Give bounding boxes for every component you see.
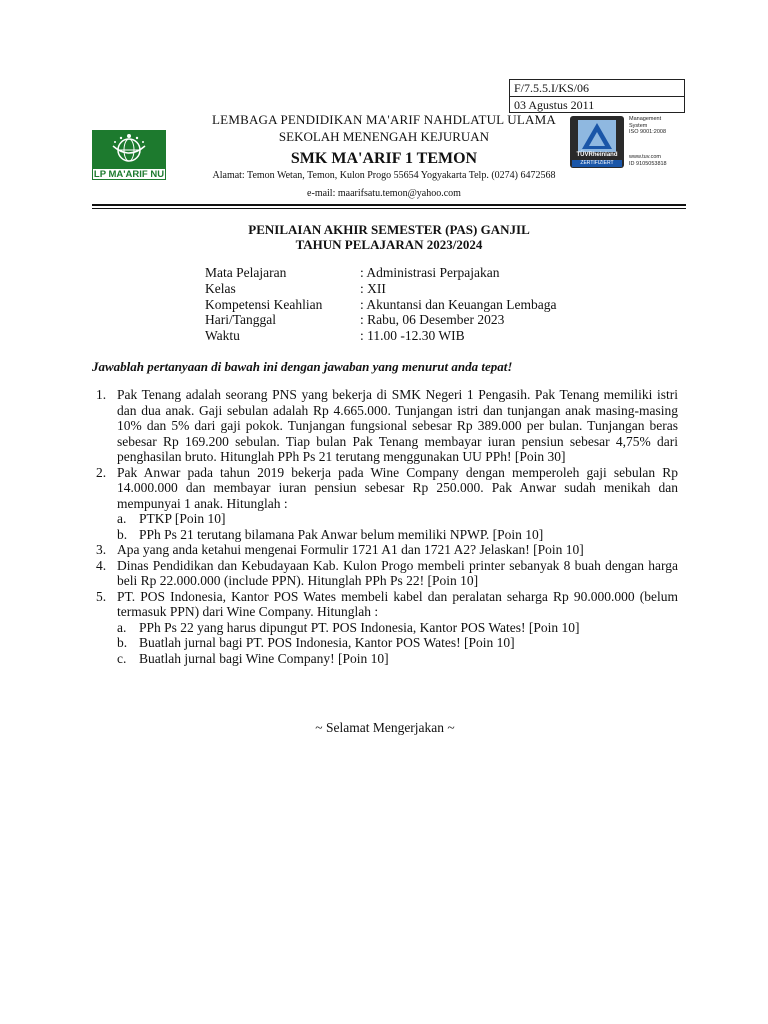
meta-value: : Administrasi Perpajakan bbox=[360, 265, 500, 280]
school-address: Alamat: Temon Wetan, Temon, Kulon Progo 55654 Yogyakarta Telp. (0274) 6472568 bbox=[212, 170, 556, 181]
sub-question-text: Buatlah jurnal bagi PT. POS Indonesia, Kantor POS Wates! [Poin 10] bbox=[139, 635, 515, 650]
sub-question bbox=[92, 635, 678, 651]
lp-maarif-logo bbox=[92, 130, 166, 180]
cert-info-line: System bbox=[629, 122, 648, 129]
nu-globe-emblem-icon bbox=[92, 130, 166, 168]
instruction: Jawablah pertanyaan di bawah ini dengan jawaban yang menurut anda tepat! bbox=[92, 359, 513, 374]
sub-question-letter: a. bbox=[117, 511, 127, 526]
cert-info-line: ISO 9001:2008 bbox=[629, 129, 667, 135]
question-text: Pak Tenang adalah seorang PNS yang bekerja di SMK Negeri 1 Pengasih. Pak Tenang memiliki istri dan dua anak. Gaji sebulan adalah Rp 4.665.000. Tunjangan istri dan tunjangan anak masing-masing 10% dan 5% dari gaji pokok. Tunjangan fungsional sebesar Rp 389.000 per bulan. Tunjangan beras sebesar Rp 169.200 sebulan. Tiap bulan Pak Tenang membayar iuran pensiun sebesar 4,75% dari penghasilan bruto. Hitunglah PPh Ps 21 terutang menggunakan UU PPh! [Poin 30] bbox=[117, 387, 678, 464]
letterhead-divider bbox=[92, 204, 686, 206]
question-text: Dinas Pendidikan dan Kebudayaan Kab. Kulon Progo membeli printer sebanyak 8 buah dengan harga beli Rp 22.000.000 (include PPN). Hitunglah PPh Ps 22! [Poin 10] bbox=[117, 557, 678, 588]
form-code-box bbox=[509, 79, 685, 113]
question-number: 5. bbox=[96, 588, 107, 604]
meta-row bbox=[205, 312, 556, 328]
cert-info-line: Management bbox=[629, 116, 662, 122]
sub-question bbox=[92, 527, 678, 543]
logo-label: LP MA'ARIF NU bbox=[93, 169, 165, 180]
meta-key: Kompetensi Keahlian bbox=[205, 296, 323, 312]
sub-question bbox=[92, 511, 678, 527]
school-type: SEKOLAH MENENGAH KEJURUAN bbox=[278, 129, 490, 144]
question-text: Apa yang anda ketahui mengenai Formulir 1721 A1 dan 1721 A2? Jelaskan! [Poin 10] bbox=[117, 542, 584, 557]
meta-key: Mata Pelajaran bbox=[205, 265, 287, 280]
meta-value: : XII bbox=[360, 280, 386, 296]
meta-value: : Rabu, 06 Desember 2023 bbox=[360, 312, 505, 328]
question-number: 1. bbox=[96, 387, 107, 402]
sub-question-letter: b. bbox=[117, 526, 128, 542]
cert-website: www.tuv.com bbox=[629, 154, 661, 160]
meta-key: Waktu bbox=[205, 328, 240, 344]
meta-value: : 11.00 -12.30 WIB bbox=[360, 328, 465, 344]
meta-row bbox=[205, 297, 556, 313]
institution-name: LEMBAGA PENDIDIKAN MA'ARIF NAHDLATUL ULAMA bbox=[212, 112, 556, 127]
meta-row bbox=[205, 265, 556, 281]
sub-question bbox=[92, 620, 678, 636]
question bbox=[92, 542, 678, 558]
school-email: e-mail: maarifsatu.temon@yahoo.com bbox=[307, 188, 461, 199]
question-number: 4. bbox=[96, 557, 107, 573]
form-date: 03 Agustus 2011 bbox=[514, 98, 595, 112]
meta-row bbox=[205, 281, 556, 297]
exam-meta bbox=[205, 265, 556, 344]
sub-question-text: PPh Ps 21 terutang bilamana Pak Anwar belum memiliki NPWP. [Poin 10] bbox=[139, 526, 544, 542]
tuv-stamp: ZERTIFIZIERT bbox=[572, 160, 622, 167]
school-name: SMK MA'ARIF 1 TEMON bbox=[290, 150, 478, 167]
letterhead-divider-thin bbox=[92, 208, 686, 209]
meta-row bbox=[205, 328, 556, 344]
cert-id: ID 9105053818 bbox=[629, 160, 667, 167]
academic-year: TAHUN PELAJARAN 2023/2024 bbox=[295, 237, 483, 252]
closing-greeting: ~ Selamat Mengerjakan ~ bbox=[315, 720, 455, 735]
question-number: 2. bbox=[96, 464, 107, 480]
cert-info bbox=[629, 116, 686, 167]
question bbox=[92, 558, 678, 589]
meta-key: Hari/Tanggal bbox=[205, 312, 277, 328]
meta-key: Kelas bbox=[205, 280, 236, 296]
sub-question-text: Buatlah jurnal bagi Wine Company! [Poin 10] bbox=[139, 650, 389, 666]
question bbox=[92, 589, 678, 620]
exam-title: PENILAIAN AKHIR SEMESTER (PAS) GANJIL bbox=[248, 222, 530, 237]
sub-question-letter: a. bbox=[117, 619, 127, 635]
question-text: Pak Anwar pada tahun 2019 bekerja pada Wine Company dengan memperoleh gaji sebulan Rp 14.000.000 dan membayar iuran pensiun sebesar Rp 250.000. Pak Anwar sudah menikah dan mempunyai 1 anak. Hitunglah : bbox=[117, 464, 678, 511]
question bbox=[92, 465, 678, 512]
question-list bbox=[92, 387, 678, 666]
sub-question-letter: c. bbox=[117, 650, 127, 666]
sub-question-letter: b. bbox=[117, 635, 128, 650]
question-text: PT. POS Indonesia, Kantor POS Wates membeli kabel dan peralatan seharga Rp 90.000.000 (belum termasuk PPN) dari Wine Company. Hitunglah : bbox=[117, 588, 678, 619]
sub-question-text: PPh Ps 22 yang harus dipungut PT. POS Indonesia, Kantor POS Wates! [Poin 10] bbox=[139, 619, 580, 635]
question-number: 3. bbox=[96, 542, 107, 557]
sub-question bbox=[92, 651, 678, 667]
question bbox=[92, 387, 678, 465]
form-code: F/7.5.5.I/KS/06 bbox=[510, 80, 684, 97]
meta-value: : Akuntansi dan Keuangan Lembaga bbox=[360, 296, 557, 312]
tuv-brand: TÜVRheinland bbox=[576, 152, 618, 158]
sub-question-text: PTKP [Poin 10] bbox=[139, 511, 226, 526]
